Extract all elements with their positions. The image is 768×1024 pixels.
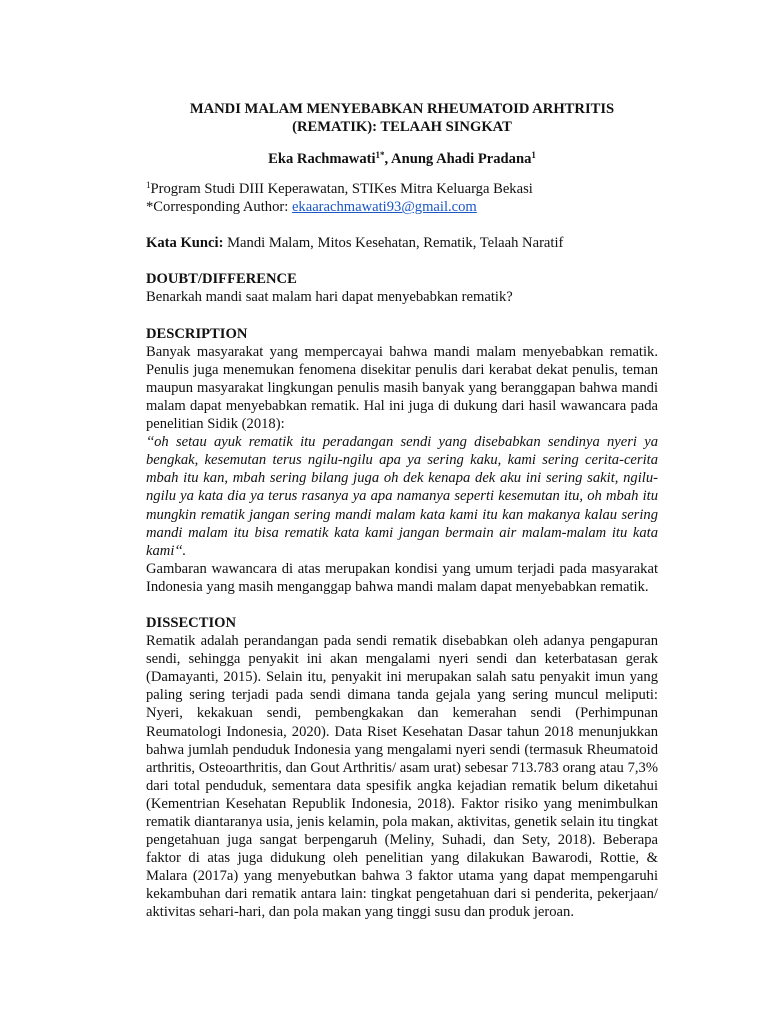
description-paragraph-1: Banyak masyarakat yang mempercayai bahwa mandi malam menyebabkan rematik. Penulis juga menemukan fenomena disekitar penulis dari kerabat dekat penulis, teman maupun masyarakat lingkungan penulis masih banyak yang beranggapan bahwa mandi malam dapat menyebabkan rematik. Hal ini juga di dukung dari hasil wawancara pada penelitian Sidik (2018): [146,343,658,433]
affiliation-text: Program Studi DIII Keperawatan, STIKes Mitra Keluarga Bekasi [150,181,533,198]
keywords-text: Mandi Malam, Mitos Kesehatan, Rematik, Telaah Naratif [223,235,564,252]
corresponding-author-line [146,198,658,216]
dissection-paragraph: Rematik adalah perandangan pada sendi rematik disebabkan oleh adanya pengapuran sendi, sehingga penyakit ini akan mengalami nyeri sendi dan keterbatasan gerak (Damayanti, 2015). Selain itu, penyakit ini merupakan salah satu penyakit imun yang paling sering terjadi pada sendi dimana tanda gejala yang sering muncul meliputi: Nyeri, kekakuan sendi, pembengkakan dan kemerahan sendi (Perhimpunan Reumatologi Indonesia, 2020). Data Riset Kesehatan Dasar tahun 2018 menunjukkan bahwa jumlah penduduk Indonesia yang mengalami nyeri sendi (termasuk Rheumatoid arthritis, Osteoarthritis, dan Gout Arthritis/ asam urat) sebesar 713.783 orang atau 7,3% dari total penduduk, sementara data spesifik angka kejadian rematik belum diketahui (Kementrian Kesehatan Republik Indonesia, 2018). Faktor risiko yang menimbulkan rematik diantaranya usia, jenis kelamin, pola makan, aktivitas, genetik selain itu tingkat pengetahuan juga sangat berpengaruh (Meliny, Suhadi, dan Sety, 2018). Beberapa faktor di atas juga didukung oleh penelitian yang dilakukan Bawarodi, Rottie, & Malara (2017a) yang menyebutkan bahwa 3 faktor utama yang dapat mempengaruhi kekambuhan dari rematik antara lain: tingkat pengetahuan dari si penderita, pekerjaan/ aktivitas sehari-hari, dan pola makan yang tinggi susu dan produk jeroan. [146,633,658,921]
keywords-line [146,234,658,252]
description-section [146,325,658,596]
paper-title [146,100,658,136]
affiliation-block [146,180,658,216]
affiliation-line [146,180,658,198]
description-heading: DESCRIPTION [146,325,248,342]
doubt-text: Benarkah mandi saat malam hari dapat menyebabkan rematik? [146,289,513,306]
doubt-section [146,270,658,306]
description-paragraph-2: Gambaran wawancara di atas merupakan kondisi yang umum terjadi pada masyarakat Indonesia yang masih menganggap bahwa mandi malam dapat menyebabkan rematik. [146,560,658,595]
paper-content [146,100,658,922]
title-line-1: MANDI MALAM MENYEBABKAN RHEUMATOID ARHTRITIS [189,101,615,117]
author-2-affiliation-mark: 1 [531,150,536,160]
dissection-section [146,614,658,922]
title-line-2: (REMATIK): TELAAH SINGKAT [292,119,512,135]
author-1-affiliation-mark: 1* [375,150,385,160]
interview-quote: ‘‘oh setau ayuk rematik itu peradangan sendi yang disebabkan sendinya nyeri ya bengkak, kesemutan terus ngilu-ngilu apa ya sering kaku, kami sering cerita-cerita mbah itu kan, mbah sering bilang juga oh dek kenapa dek aku ini sering sakit, ngilu-ngilu ya kata dia ya terus rasanya ya apa namanya seperti kesemutan itu, oh mbah itu mungkin rematik jangan sering mandi malam kata kami itu kan makanya kalau sering mandi malam itu bisa rematik kata kami jangan bermain air malam-malam itu kata kami‘‘. [146,434,658,559]
doubt-heading: DOUBT/DIFFERENCE [146,271,297,288]
dissection-heading: DISSECTION [146,614,237,631]
author-2: Anung Ahadi Pradana [391,151,532,167]
author-1: Eka Rachmawati [268,151,376,167]
affiliation-mark: 1 [146,180,151,191]
email-link[interactable]: ekaarachmawati93@gmail.com [291,199,477,216]
keywords-label: Kata Kunci: [146,235,224,252]
author-list [146,150,658,168]
corresponding-label: *Corresponding Author: [146,199,292,216]
author-separator: , [384,151,392,167]
